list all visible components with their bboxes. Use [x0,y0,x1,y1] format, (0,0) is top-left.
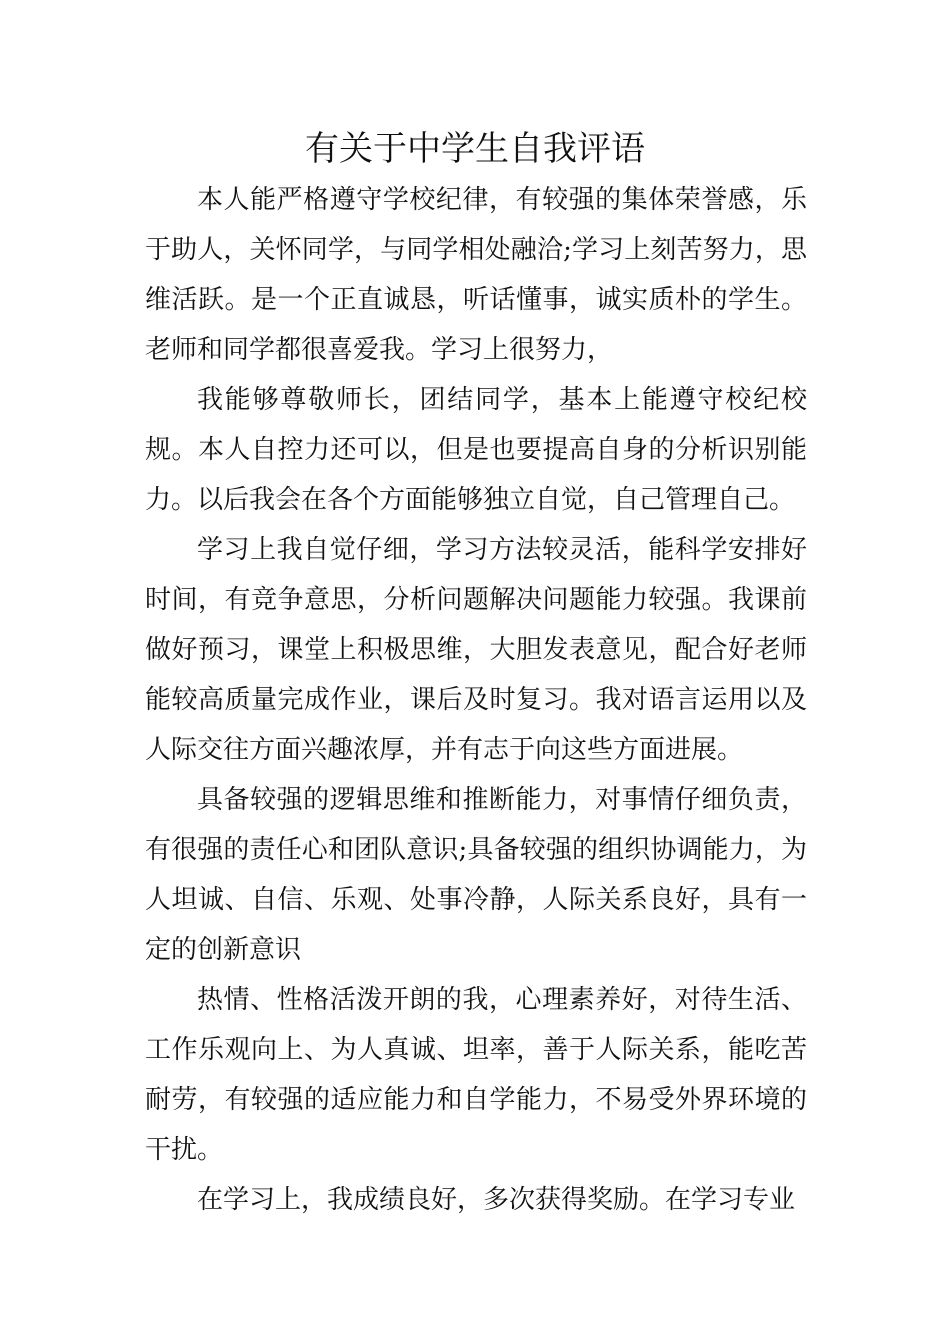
paragraph-5: 热情、性格活泼开朗的我，心理素养好，对待生活、工作乐观向上、为人真诚、坦率，善于人际关系，能吃苦耐劳，有较强的适应能力和自学能力，不易受外界环境的干扰。 [145,985,807,1165]
paragraph-4: 具备较强的逻辑思维和推断能力，对事情仔细负责，有很强的责任心和团队意识;具备较强的组织协调能力，为人坦诚、自信、乐观、处事冷静，人际关系良好，具有一定的创新意识 [145,785,807,965]
document-body [145,175,807,1225]
paragraph-3: 学习上我自觉仔细，学习方法较灵活，能科学安排好时间，有竞争意思，分析问题解决问题能力较强。我课前做好预习，课堂上积极思维，大胆发表意见，配合好老师能较高质量完成作业，课后及时复习。我对语言运用以及人际交往方面兴趣浓厚，并有志于向这些方面进展。 [145,535,807,765]
paragraph-6: 在学习上，我成绩良好，多次获得奖励。在学习专业 [197,1185,796,1215]
paragraph-2: 我能够尊敬师长，团结同学，基本上能遵守校纪校规。本人自控力还可以，但是也要提高自身的分析识别能力。以后我会在各个方面能够独立自觉，自己管理自己。 [145,385,807,515]
document-title: 有关于中学生自我评语 [305,129,645,169]
paragraph-1: 本人能严格遵守学校纪律，有较强的集体荣誉感，乐于助人，关怀同学，与同学相处融洽;学习上刻苦努力，思维活跃。是一个正直诚恳，听话懂事，诚实质朴的学生。老师和同学都很喜爱我。学习上很努力， [145,185,807,365]
